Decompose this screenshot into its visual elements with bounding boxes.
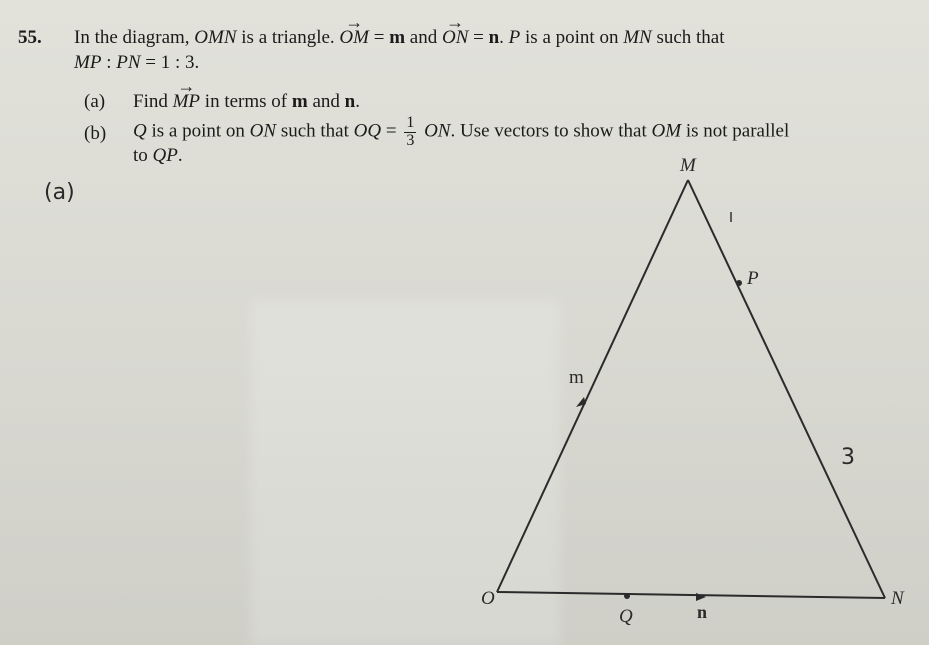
edge-ON [497,592,885,598]
label-N: N [891,588,904,609]
handwritten-part-a-label: (a) [44,180,75,205]
part-b-label: (b) [84,123,107,144]
label-n: n [697,602,708,622]
part-b-text: Q is a point on ON such that OQ = $\frac{1}{3}$ ON. Use vectors to show that OM is not parallel [133,114,790,149]
point-P [736,280,742,286]
label-P: P [747,268,759,289]
part-a-text: Find → MP in terms of m and n. [133,91,360,113]
point-Q [624,593,630,599]
edge-MN [688,180,885,598]
edge-OM [497,180,688,592]
question-number: 55. [18,27,42,48]
question-intro-line-2: MP : PN = 1 : 3. [74,52,200,73]
handwritten-ratio-3: 3 [841,445,855,470]
label-O: O [481,588,495,609]
question-intro-line-1: In the diagram, OMN is a triangle. → OM = m and → ON = n. P is a point on MN such that [74,27,725,49]
label-Q: Q [619,606,633,627]
label-M: M [680,155,696,176]
part-a-label: (a) [84,91,106,112]
fraction-one-third: $\frac{1}{3}$ [406,114,415,149]
label-m: m [569,367,584,388]
part-b-text-line-2: to QP. [133,145,183,166]
